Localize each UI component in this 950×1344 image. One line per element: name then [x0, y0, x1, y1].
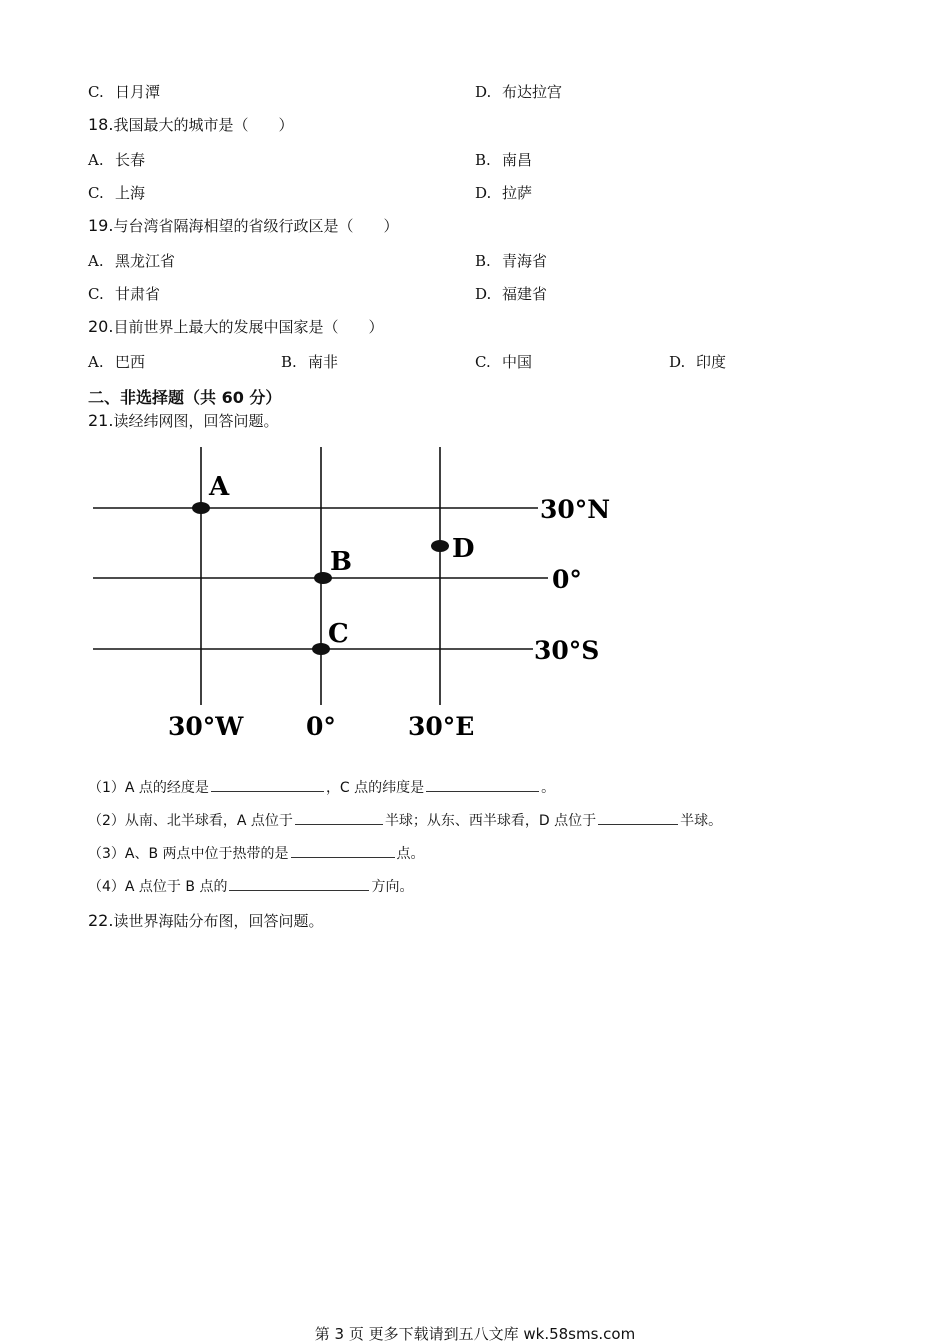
question-20: 20.目前世界上最大的发展中国家是（ ）: [88, 317, 384, 336]
lon-label-30w: 30°W: [168, 712, 244, 741]
lat-lon-grid-figure: [88, 445, 648, 745]
option-a: A. 黑龙江省: [88, 252, 176, 270]
sub-question-4: （4）A 点位于 B 点的 方向。: [88, 876, 413, 896]
answer-blank[interactable]: [598, 810, 678, 825]
point-a: [192, 502, 210, 514]
option-d: D. 拉萨: [475, 184, 533, 202]
answer-blank[interactable]: [291, 843, 395, 858]
lat-label-30n: 30°N: [540, 495, 611, 524]
answer-blank[interactable]: [229, 876, 369, 891]
question-22: 22.读世界海陆分布图，回答问题。: [88, 911, 324, 930]
option-b: B. 南昌: [475, 151, 533, 169]
option-a: A. 巴西: [88, 353, 146, 371]
point-b-label: B: [330, 547, 352, 577]
option-d: D. 印度: [669, 353, 727, 371]
option-c: C. 上海: [88, 184, 146, 202]
lat-label-30s: 30°S: [534, 636, 600, 665]
sub-question-1: （1）A 点的经度是 ，C 点的纬度是 。: [88, 777, 555, 797]
point-d: [431, 540, 449, 552]
option-c: C. 中国: [475, 353, 533, 371]
option-b: B. 南非: [281, 353, 339, 371]
point-d-label: D: [452, 534, 475, 564]
question-19: 19.与台湾省隔海相望的省级行政区是（ ）: [88, 216, 399, 235]
lat-label-0: 0°: [552, 565, 582, 594]
option-c: C. 甘肃省: [88, 285, 161, 303]
section-heading: 二、非选择题（共 60 分）: [88, 388, 282, 407]
question-21: 21.读经纬网图，回答问题。: [88, 411, 279, 430]
question-18: 18.我国最大的城市是（ ）: [88, 115, 294, 134]
point-a-label: A: [209, 472, 230, 502]
option-d: D. 福建省: [475, 285, 548, 303]
answer-blank[interactable]: [426, 777, 539, 792]
lon-label-0: 0°: [306, 712, 336, 741]
sub-question-3: （3）A、B 两点中位于热带的是 点。: [88, 843, 425, 863]
point-c-label: C: [328, 619, 349, 649]
answer-blank[interactable]: [295, 810, 383, 825]
option-c: C. 日月潭: [88, 83, 161, 101]
sub-question-2: （2）从南、北半球看，A 点位于 半球；从东、西半球看，D 点位于 半球。: [88, 810, 722, 830]
option-b: B. 青海省: [475, 252, 548, 270]
page-footer: 第 3 页 更多下载请到五八文库 wk.58sms.com: [314, 1325, 636, 1343]
option-d: D. 布达拉宫: [475, 83, 563, 101]
lon-label-30e: 30°E: [408, 712, 475, 741]
answer-blank[interactable]: [211, 777, 324, 792]
option-a: A. 长春: [88, 151, 146, 169]
